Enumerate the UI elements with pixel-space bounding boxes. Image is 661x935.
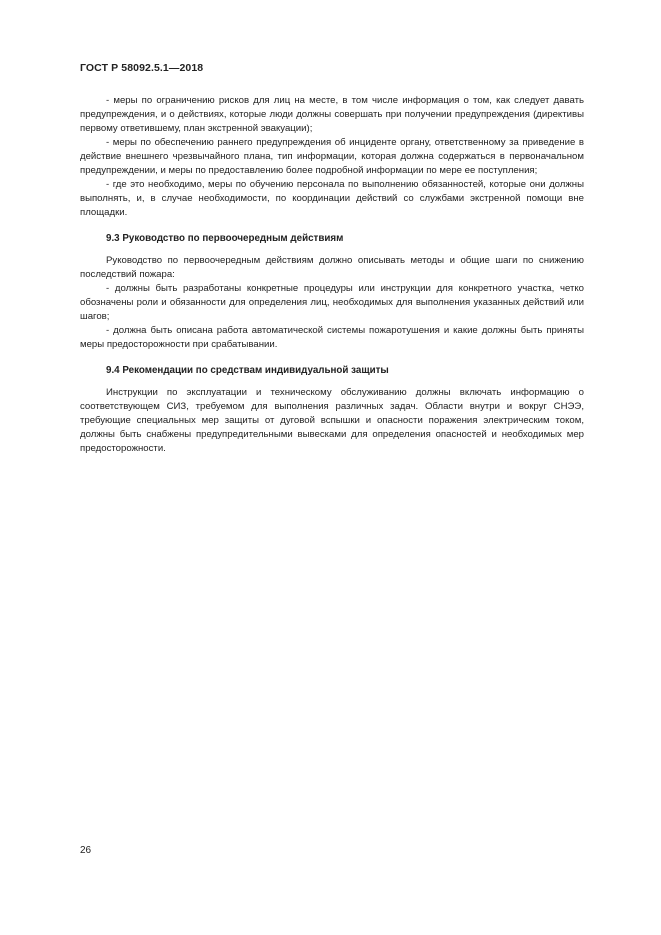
section-heading-9-4: 9.4 Рекомендации по средствам индивидуальной защиты xyxy=(106,365,389,376)
paragraph-staff-training: - где это необходимо, меры по обучению персонала по выполнению обязанностей, которые они должны выполнять, и, в случае необходимости, по координации действий со службами экстренной помощи вне площадки. xyxy=(80,179,584,218)
document-header: ГОСТ Р 58092.5.1—2018 xyxy=(80,62,204,74)
document-body xyxy=(80,94,584,456)
paragraph-first-actions-intro: Руководство по первоочередным действиям должно описывать методы и общие шаги по снижению последствий пожара: xyxy=(80,255,584,280)
paragraph-site-procedures: - должны быть разработаны конкретные процедуры или инструкции для конкретного участка, четко обозначены роли и обязанности для определения лиц, необходимых для выполнения указанных действий или шагов; xyxy=(80,283,584,322)
page-number: 26 xyxy=(80,845,92,856)
paragraph-ppe-instructions: Инструкции по эксплуатации и техническому обслуживанию должны включать информацию о соответствующем СИЗ, требуемом для выполнения различных задач. Области внутри и вокруг СНЭЭ, требующие специальных мер защиты от дуговой вспышки и опасности поражения электрическим током, должны быть снабжены предупредительными вывесками для определения опасностей и необходимых мер предосторожности. xyxy=(80,387,584,454)
paragraph-fire-suppression: - должна быть описана работа автоматической системы пожаротушения и какие должны быть приняты меры предосторожности при срабатывании. xyxy=(80,325,584,350)
paragraph-early-warning: - меры по обеспечению раннего предупреждения об инциденте органу, ответственному за приведение в действие внешнего чрезвычайного плана, тип информации, которая должна содержаться в первоначальном предупреждении, и меры по предоставлению более подробной информации по мере ее поступления; xyxy=(80,137,584,176)
paragraph-risk-limitation: - меры по ограничению рисков для лиц на месте, в том числе информация о том, как следует давать предупреждения, и о действиях, которые люди должны совершать при получении предупреждения (директивы первому ответившему, план экстренной эвакуации); xyxy=(80,95,584,134)
section-heading-9-3: 9.3 Руководство по первоочередным действиям xyxy=(106,233,344,244)
